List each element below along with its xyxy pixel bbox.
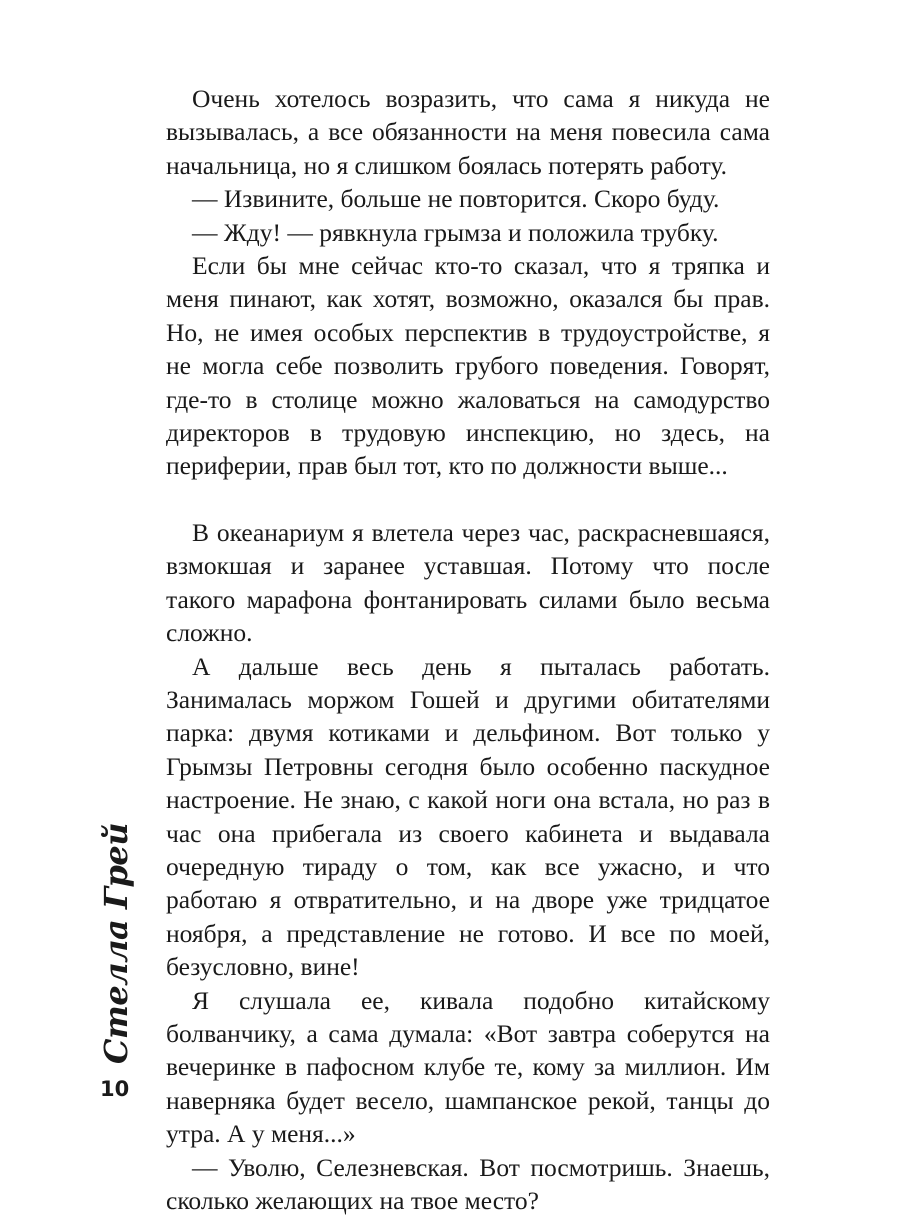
paragraph: Очень хотелось возразить, что сама я никуда не вызывалась, а все обязанности на меня повесила сама начальница, но я слишком боялась потерять работу. bbox=[166, 84, 770, 180]
paragraph: Если бы мне сейчас кто-то сказал, что я тряпка и меня пинают, как хотят, возможно, оказался бы прав. Но, не имея особых перспектив в трудоустройстве, я не могла себе позволить грубого поведения. Говорят, где-то в столице можно жаловаться на самодурство директоров в трудовую инспекцию, но здесь, на периферии, прав был тот, кто по должности выше... bbox=[166, 251, 770, 481]
paragraph: Я слушала ее, кивала подобно китайскому болванчику, а сама думала: «Вот завтра соберутся на вечеринке в пафосном клубе те, кому за миллион. Им наверняка будет весело, шампанское рекой, танцы до утра. А у меня...» bbox=[166, 985, 770, 1149]
paragraph: — Жду! — рявкнула грымза и положила трубку. bbox=[192, 217, 719, 247]
page-number: 10 bbox=[100, 1077, 130, 1101]
paragraph: — Уволю, Селезневская. Вот посмотришь. Знаешь, сколько желающих на твое место? bbox=[166, 1152, 770, 1215]
paragraph: А дальше весь день я пыталась работать. Занималась моржом Гошей и другими обитателями парка: двумя котиками и дельфином. Вот только у Грымзы Петровны сегодня было особенно паскудное настроение. Не знаю, с какой ноги она встала, но раз в час она прибегала из своего кабинета и выдавала очередную тираду о том, как все ужасно, и что работаю я отвратительно, и на дворе уже тридцатое ноября, а представление не готово. И все по моей, безусловно, вине! bbox=[166, 651, 770, 982]
paragraph: — Извините, больше не повторится. Скоро буду. bbox=[192, 184, 720, 214]
author-name: Стелла Грей bbox=[97, 823, 135, 1064]
paragraph: В океанариум я влетела через час, раскрасневшаяся, взмокшая и заранее уставшая. Потому что после такого марафона фонтанировать силами было весьма сложно. bbox=[166, 517, 770, 648]
page-text bbox=[166, 82, 770, 1217]
